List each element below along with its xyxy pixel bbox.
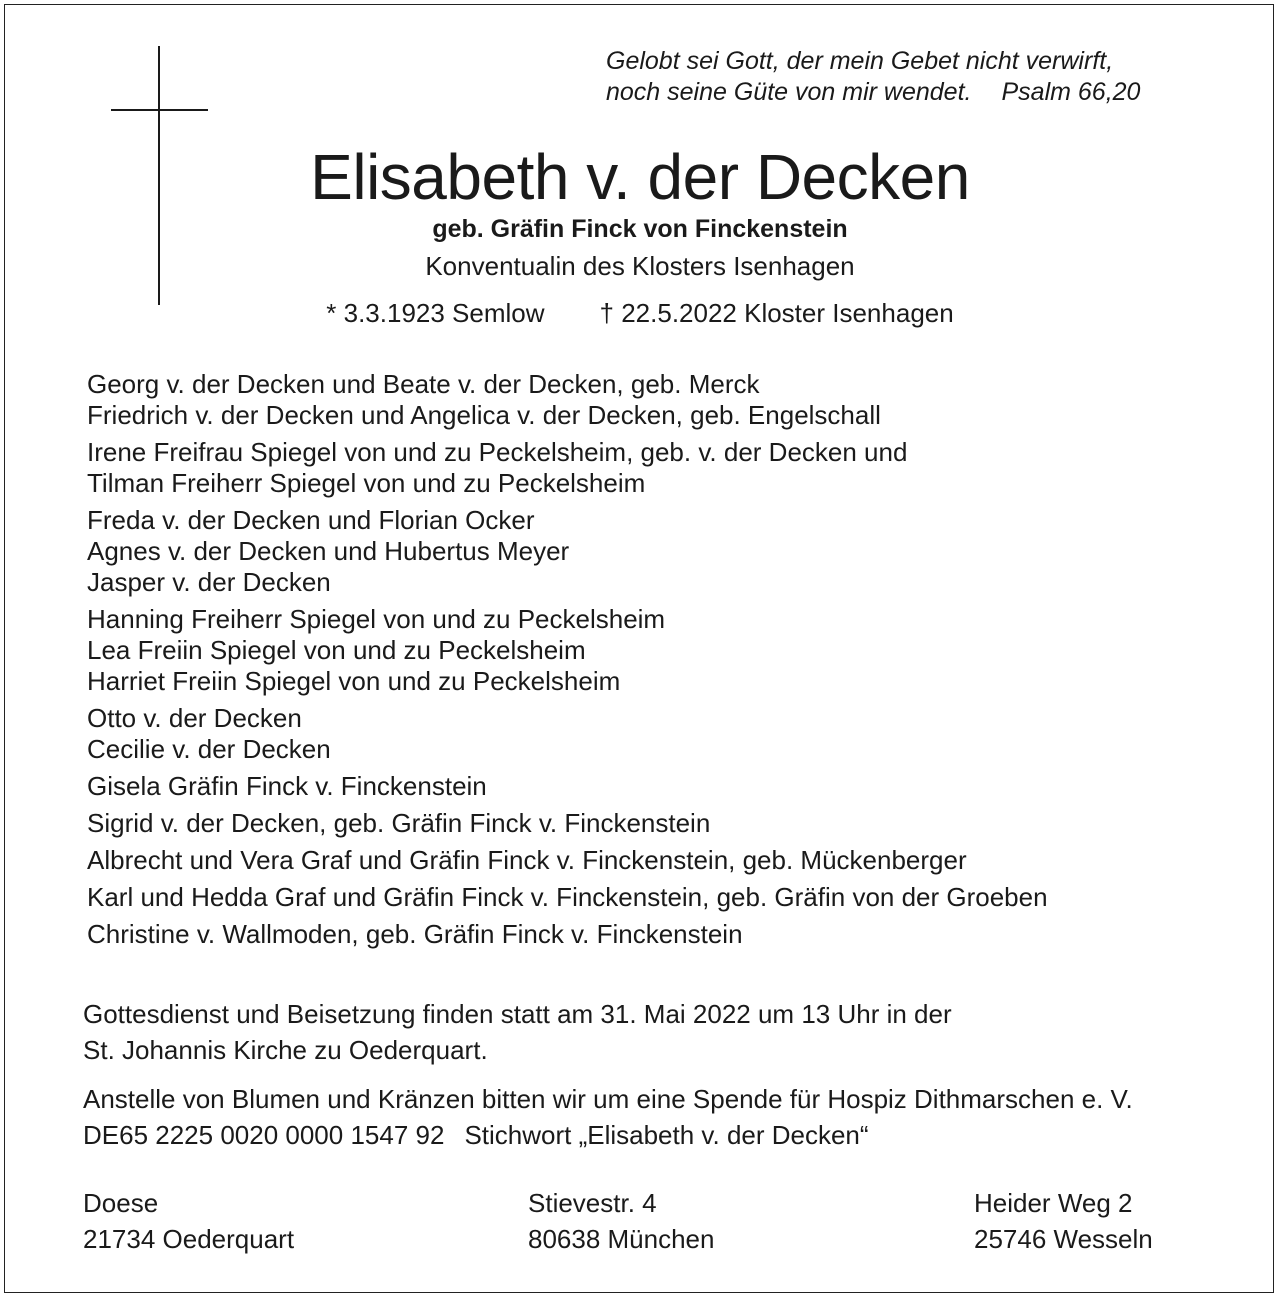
mourner-line: Georg v. der Decken und Beate v. der Decken, geb. Merck	[87, 369, 760, 399]
mourner-line: Irene Freifrau Spiegel von und zu Peckelsheim, geb. v. der Decken und	[87, 437, 908, 467]
mourner-group	[87, 808, 1048, 839]
birth-date: * 3.3.1923 Semlow	[326, 298, 545, 328]
mourner-line: Tilman Freiherr Spiegel von und zu Peckelsheim	[87, 468, 646, 498]
address-street: Heider Weg 2	[974, 1188, 1133, 1218]
mourner-line: Harriet Freiin Spiegel von und zu Peckelsheim	[87, 666, 621, 696]
deceased-name	[0, 140, 1280, 214]
mourner-group	[87, 437, 1048, 499]
mourner-group	[87, 703, 1048, 765]
mourner-group	[87, 505, 1048, 598]
donation-iban: DE65 2225 0020 0000 1547 92	[83, 1120, 445, 1150]
life-dates	[0, 297, 1280, 329]
death-date: † 22.5.2022 Kloster Isenhagen	[599, 298, 954, 328]
address-city: 80638 München	[528, 1224, 715, 1254]
verse-line-2-text: noch seine Güte von mir wendet.	[606, 78, 972, 106]
address-city: 21734 Oederquart	[83, 1224, 295, 1254]
verse-line-2	[606, 77, 1140, 108]
donation-line-1: Anstelle von Blumen und Kränzen bitten wir um eine Spende für Hospiz Dithmarschen e. V.	[83, 1084, 1133, 1114]
address-street: Doese	[83, 1188, 159, 1218]
address-3	[974, 1185, 1153, 1257]
mourner-group	[87, 369, 1048, 431]
service-line-2: St. Johannis Kirche zu Oederquart.	[83, 1035, 488, 1065]
address-street: Stievestr. 4	[528, 1188, 657, 1218]
service-info	[83, 996, 952, 1068]
service-line-1: Gottesdienst und Beisetzung finden statt am 31. Mai 2022 um 13 Uhr in der	[83, 999, 952, 1029]
donation-keyword: Stichwort „Elisabeth v. der Decken“	[464, 1120, 869, 1150]
donation-line-2	[83, 1117, 1133, 1153]
deceased-name-text: Elisabeth v. der Decken	[310, 141, 970, 213]
mourner-line: Agnes v. der Decken und Hubertus Meyer	[87, 536, 570, 566]
mourner-line: Hanning Freiherr Spiegel von und zu Peckelsheim	[87, 604, 666, 634]
mourner-line: Cecilie v. der Decken	[87, 734, 331, 764]
deceased-role: Konventualin des Klosters Isenhagen	[425, 251, 855, 281]
mourner-group	[87, 771, 1048, 802]
address-city: 25746 Wesseln	[974, 1224, 1153, 1254]
birth-name: geb. Gräfin Finck von Finckenstein	[432, 215, 848, 243]
verse-line-1: Gelobt sei Gott, der mein Gebet nicht verwirft,	[606, 47, 1114, 75]
mourner-line: Lea Freiin Spiegel von und zu Peckelsheim	[87, 635, 586, 665]
mourner-line: Christine v. Wallmoden, geb. Gräfin Finck v. Finckenstein	[87, 919, 743, 949]
address-2	[528, 1185, 714, 1257]
mourner-group	[87, 882, 1048, 913]
mourner-line: Gisela Gräfin Finck v. Finckenstein	[87, 771, 487, 801]
address-1	[83, 1185, 294, 1257]
mourner-group	[87, 604, 1048, 697]
mourners-list	[87, 369, 1048, 956]
mourner-line: Otto v. der Decken	[87, 703, 302, 733]
mourner-line: Karl und Hedda Graf und Gräfin Finck v. Finckenstein, geb. Gräfin von der Groeben	[87, 882, 1048, 912]
mourner-line: Albrecht und Vera Graf und Gräfin Finck v. Finckenstein, geb. Mückenberger	[87, 845, 967, 875]
verse-reference: Psalm 66,20	[1001, 78, 1141, 106]
mourner-line: Jasper v. der Decken	[87, 567, 331, 597]
mourner-line: Friedrich v. der Decken und Angelica v. der Decken, geb. Engelschall	[87, 400, 881, 430]
mourner-line: Freda v. der Decken und Florian Ocker	[87, 505, 535, 535]
bible-verse	[606, 46, 1140, 108]
donation-info	[83, 1081, 1133, 1153]
mourner-group	[87, 919, 1048, 950]
mourner-line: Sigrid v. der Decken, geb. Gräfin Finck v. Finckenstein	[87, 808, 711, 838]
cross-horizontal-bar	[111, 109, 208, 111]
mourner-group	[87, 845, 1048, 876]
